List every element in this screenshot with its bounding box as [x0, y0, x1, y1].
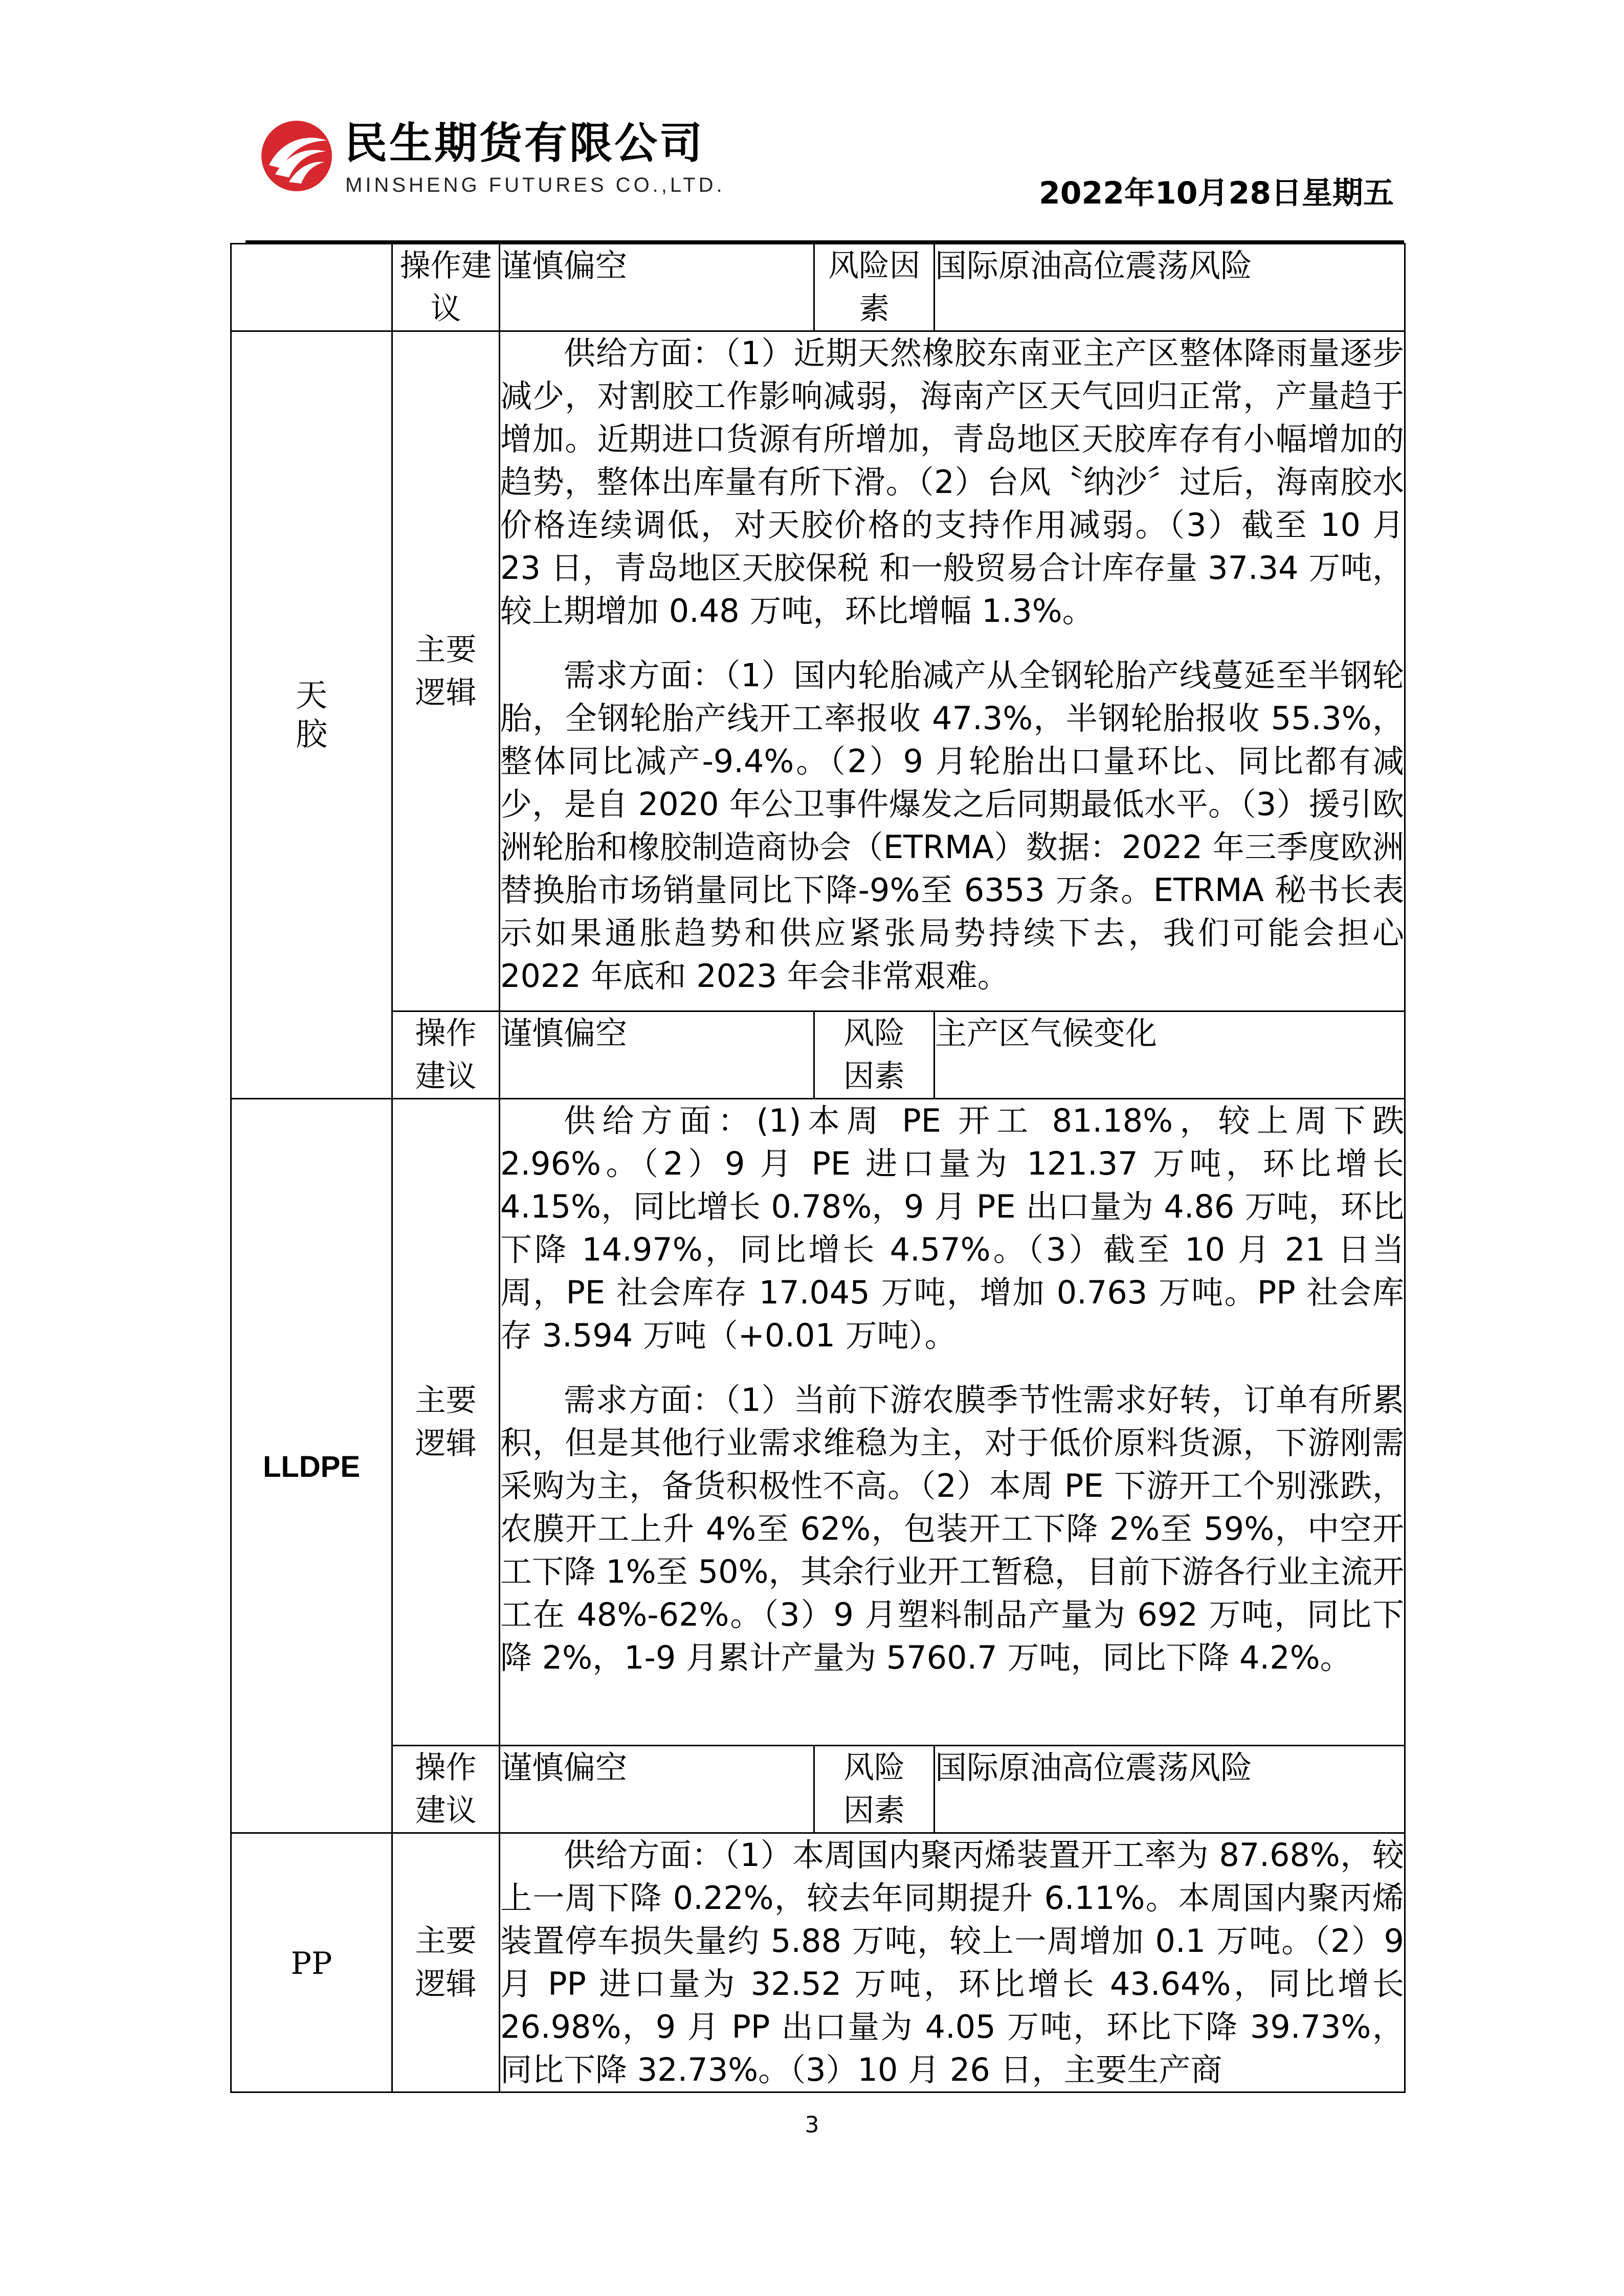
logic-label: 主要逻辑 — [392, 331, 500, 1011]
product-cell-empty — [231, 244, 392, 331]
table-row — [231, 244, 1405, 331]
product-cell-rubber — [231, 331, 392, 1099]
product-name: 天胶 — [295, 677, 327, 753]
supply-paragraph: 供给方面：（1）近期天然橡胶东南亚主产区整体降雨量逐步减少，对割胶工作影响减弱，海南产区天气回归正常，产量趋于增加。近期进口货源有所增加，青岛地区天胶库存有小幅增加的趋势，整体出库量有所下滑。（2）台风〝纳沙〞过后，海南胶水价格连续调低，对天胶价格的支持作用减弱。（3）截至 10 月 23 日，青岛地区天胶保税 和一般贸易合计库存量 37.34 万吨，较上期增加 0.48 万吨，环比增幅 1.3%。 — [500, 334, 1404, 629]
ops-label: 操作建议 — [392, 1746, 500, 1833]
table-row — [231, 1833, 1405, 2092]
supply-paragraph: 供给方面：(1)本周 PE 开工 81.18%，较上周下跌 2.96%。（2）9 月 PE 进口量为 121.37 万吨，环比增长 4.15%，同比增长 0.78%，9 月 PE 出口量为 4.86 万吨，环比下降 14.97%，同比增长 4.57%。（3）截至 10 月 21 日当周，PE 社会库存 17.045 万吨，增加 0.763 万吨。PP 社会库存 3.594 万吨（+0.01 万吨）。 — [500, 1102, 1404, 1354]
table-row — [231, 1011, 1405, 1099]
report-date: 2022年10月28日星期五 — [1039, 175, 1394, 211]
ops-value: 谨慎偏空 — [500, 1011, 814, 1099]
demand-paragraph: 需求方面：（1）国内轮胎减产从全钢轮胎产线蔓延至半钢轮胎，全钢轮胎产线开工率报收 47.3%，半钢轮胎报收 55.3%，整体同比减产-9.4%。（2）9 月轮胎出口量环比、同比都有减少，是自 2020 年公卫事件爆发之后同期最低水平。（3）援引欧洲轮胎和橡胶制造商协会（ETRMA）数据：2022 年三季度欧洲替换胎市场销量同比下降-9%至 6353 万条。ETRMA 秘书长表示如果通胀趋势和供应紧张局势持续下去，我们可能会担心 2022 年底和 2023 年会非常艰难。 — [500, 657, 1404, 995]
page-header — [0, 0, 1624, 245]
ops-label: 操作建议 — [392, 244, 500, 331]
product-name: PP — [291, 1945, 332, 1982]
logic-text — [500, 1833, 1405, 2092]
company-name-cn: 民生期货有限公司 — [344, 118, 705, 168]
logic-label: 主要逻辑 — [392, 1833, 500, 2092]
minsheng-logo-icon — [258, 118, 335, 194]
product-cell-pp — [231, 1833, 392, 2092]
page-number: 3 — [805, 2112, 819, 2138]
company-name-en: MINSHENG FUTURES CO.,LTD. — [345, 174, 725, 196]
ops-value: 谨慎偏空 — [500, 244, 814, 331]
logic-text — [500, 331, 1405, 1011]
table-row — [231, 1746, 1405, 1833]
supply-paragraph: 供给方面：（1）本周国内聚丙烯装置开工率为 87.68%，较上一周下降 0.22%，较去年同期提升 6.11%。本周国内聚丙烯装置停车损失量约 5.88 万吨，较上一周增加 0.1 万吨。（2）9 月 PP 进口量为 32.52 万吨，环比增长 43.64%，同比增长 26.98%，9 月 PP 出口量为 4.05 万吨，环比下降 39.73%，同比下降 32.73%。（3）10 月 26 日，主要生产商 — [500, 1836, 1404, 2088]
product-name: LLDPE — [262, 1450, 361, 1483]
logic-text — [500, 1099, 1405, 1746]
risk-label: 风险因素 — [814, 1011, 935, 1099]
table-row — [231, 331, 1405, 1011]
product-cell-lldpe — [231, 1099, 392, 1833]
strategy-table — [230, 243, 1406, 2093]
ops-label: 操作建议 — [392, 1011, 500, 1099]
risk-label: 风险因素 — [814, 1746, 935, 1833]
risk-label: 风险因素 — [814, 244, 935, 331]
table-row — [231, 1099, 1405, 1746]
company-logo — [258, 118, 744, 205]
risk-value: 主产区气候变化 — [935, 1011, 1405, 1099]
risk-value: 国际原油高位震荡风险 — [935, 1746, 1405, 1833]
logic-label: 主要逻辑 — [392, 1099, 500, 1746]
risk-value: 国际原油高位震荡风险 — [935, 244, 1405, 331]
demand-paragraph: 需求方面：（1）当前下游农膜季节性需求好转，订单有所累积，但是其他行业需求维稳为主，对于低价原料货源，下游刚需采购为主，备货积极性不高。（2）本周 PE 下游开工个别涨跌，农膜开工上升 4%至 62%，包装开工下降 2%至 59%，中空开工下降 1%至 50%，其余行业开工暂稳，目前下游各行业主流开工在 48%-62%。（3）9 月塑料制品产量为 692 万吨，同比下降 2%，1-9 月累计产量为 5760.7 万吨，同比下降 4.2%。 — [500, 1381, 1404, 1676]
ops-value: 谨慎偏空 — [500, 1746, 814, 1833]
